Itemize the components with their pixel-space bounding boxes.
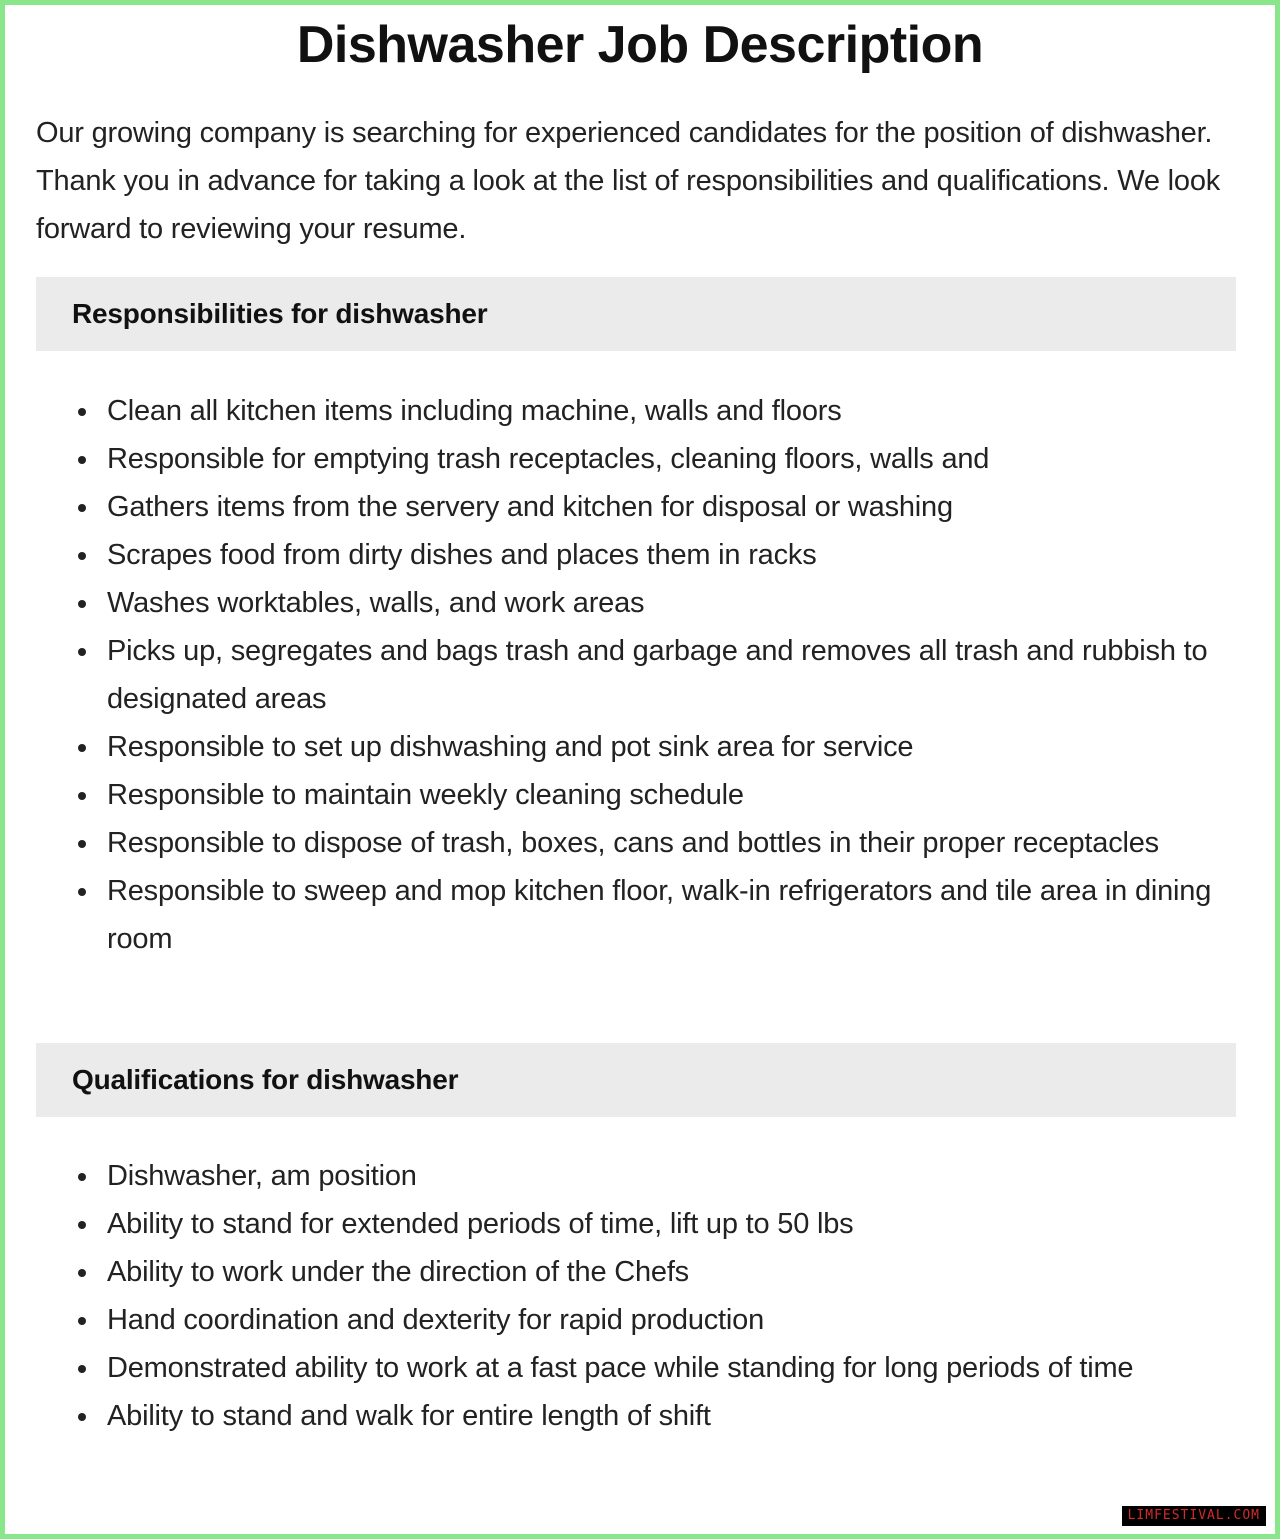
responsibility-item: [36, 867, 1246, 963]
bullet-icon: [78, 744, 86, 752]
bullet-icon: [78, 1413, 86, 1421]
qualification-item: [36, 1152, 1246, 1200]
qualifications-list: [36, 1152, 1246, 1440]
responsibilities-list: [36, 387, 1246, 963]
responsibility-text: Responsible to dispose of trash, boxes, cans and bottles in their proper receptacles: [107, 827, 1159, 859]
responsibility-text: Scrapes food from dirty dishes and places them in racks: [107, 539, 817, 571]
responsibility-item: [36, 723, 1246, 771]
responsibility-item: [36, 483, 1246, 531]
responsibility-item: [36, 435, 1246, 483]
responsibility-item: [36, 627, 1246, 723]
bullet-icon: [78, 600, 86, 608]
page-title: Dishwasher Job Description: [296, 16, 984, 74]
qualification-item: [36, 1248, 1246, 1296]
document-frame: [5, 5, 1275, 1534]
bullet-icon: [78, 888, 86, 896]
responsibility-item: [36, 579, 1246, 627]
qualification-item: [36, 1392, 1246, 1440]
bullet-icon: [78, 552, 86, 560]
bullet-icon: [78, 1221, 86, 1229]
responsibility-text: Washes worktables, walls, and work areas: [107, 587, 645, 619]
bullet-icon: [78, 792, 86, 800]
qualification-text: Ability to stand and walk for entire length of shift: [107, 1400, 711, 1432]
responsibilities-section-header: [36, 277, 1236, 351]
qualification-item: [36, 1296, 1246, 1344]
qualification-text: Ability to stand for extended periods of time, lift up to 50 lbs: [107, 1208, 854, 1240]
qualifications-section-header: [36, 1043, 1236, 1117]
qualification-text: Dishwasher, am position: [107, 1160, 417, 1192]
responsibility-item: [36, 387, 1246, 435]
qualification-text: Hand coordination and dexterity for rapid production: [107, 1304, 765, 1336]
responsibility-text: Responsible to set up dishwashing and pot sink area for service: [107, 731, 914, 763]
responsibility-item: [36, 819, 1246, 867]
bullet-icon: [78, 1173, 86, 1181]
watermark-badge: LIMFESTIVAL.COM: [1122, 1506, 1266, 1526]
responsibility-item: [36, 771, 1246, 819]
qualification-item: [36, 1344, 1246, 1392]
responsibilities-heading: Responsibilities for dishwasher: [72, 298, 488, 329]
responsibility-text: Responsible to maintain weekly cleaning schedule: [107, 779, 744, 811]
responsibility-text: Clean all kitchen items including machine, walls and floors: [107, 395, 842, 427]
bullet-icon: [78, 840, 86, 848]
qualification-item: [36, 1200, 1246, 1248]
bullet-icon: [78, 1269, 86, 1277]
bullet-icon: [78, 456, 86, 464]
intro-paragraph: Our growing company is searching for experienced candidates for the position of dishwasher. Thank you in advance for taking a look at the list of responsibilities and qualifications. We look forward to reviewing your resume.: [36, 117, 1221, 245]
bullet-icon: [78, 1317, 86, 1325]
qualification-text: Ability to work under the direction of the Chefs: [107, 1256, 689, 1288]
bullet-icon: [78, 504, 86, 512]
bullet-icon: [78, 1365, 86, 1373]
qualification-text: Demonstrated ability to work at a fast pace while standing for long periods of time: [107, 1352, 1134, 1384]
qualifications-heading: Qualifications for dishwasher: [72, 1064, 459, 1095]
bullet-icon: [78, 648, 86, 656]
responsibility-text: Gathers items from the servery and kitchen for disposal or washing: [107, 491, 953, 523]
responsibility-text: Responsible for emptying trash receptacles, cleaning floors, walls and: [107, 443, 990, 475]
responsibility-text: Picks up, segregates and bags trash and garbage and removes all trash and rubbish to designated areas: [107, 635, 1208, 715]
responsibility-text: Responsible to sweep and mop kitchen floor, walk-in refrigerators and tile area in dining room: [107, 875, 1212, 955]
responsibility-item: [36, 531, 1246, 579]
bullet-icon: [78, 408, 86, 416]
